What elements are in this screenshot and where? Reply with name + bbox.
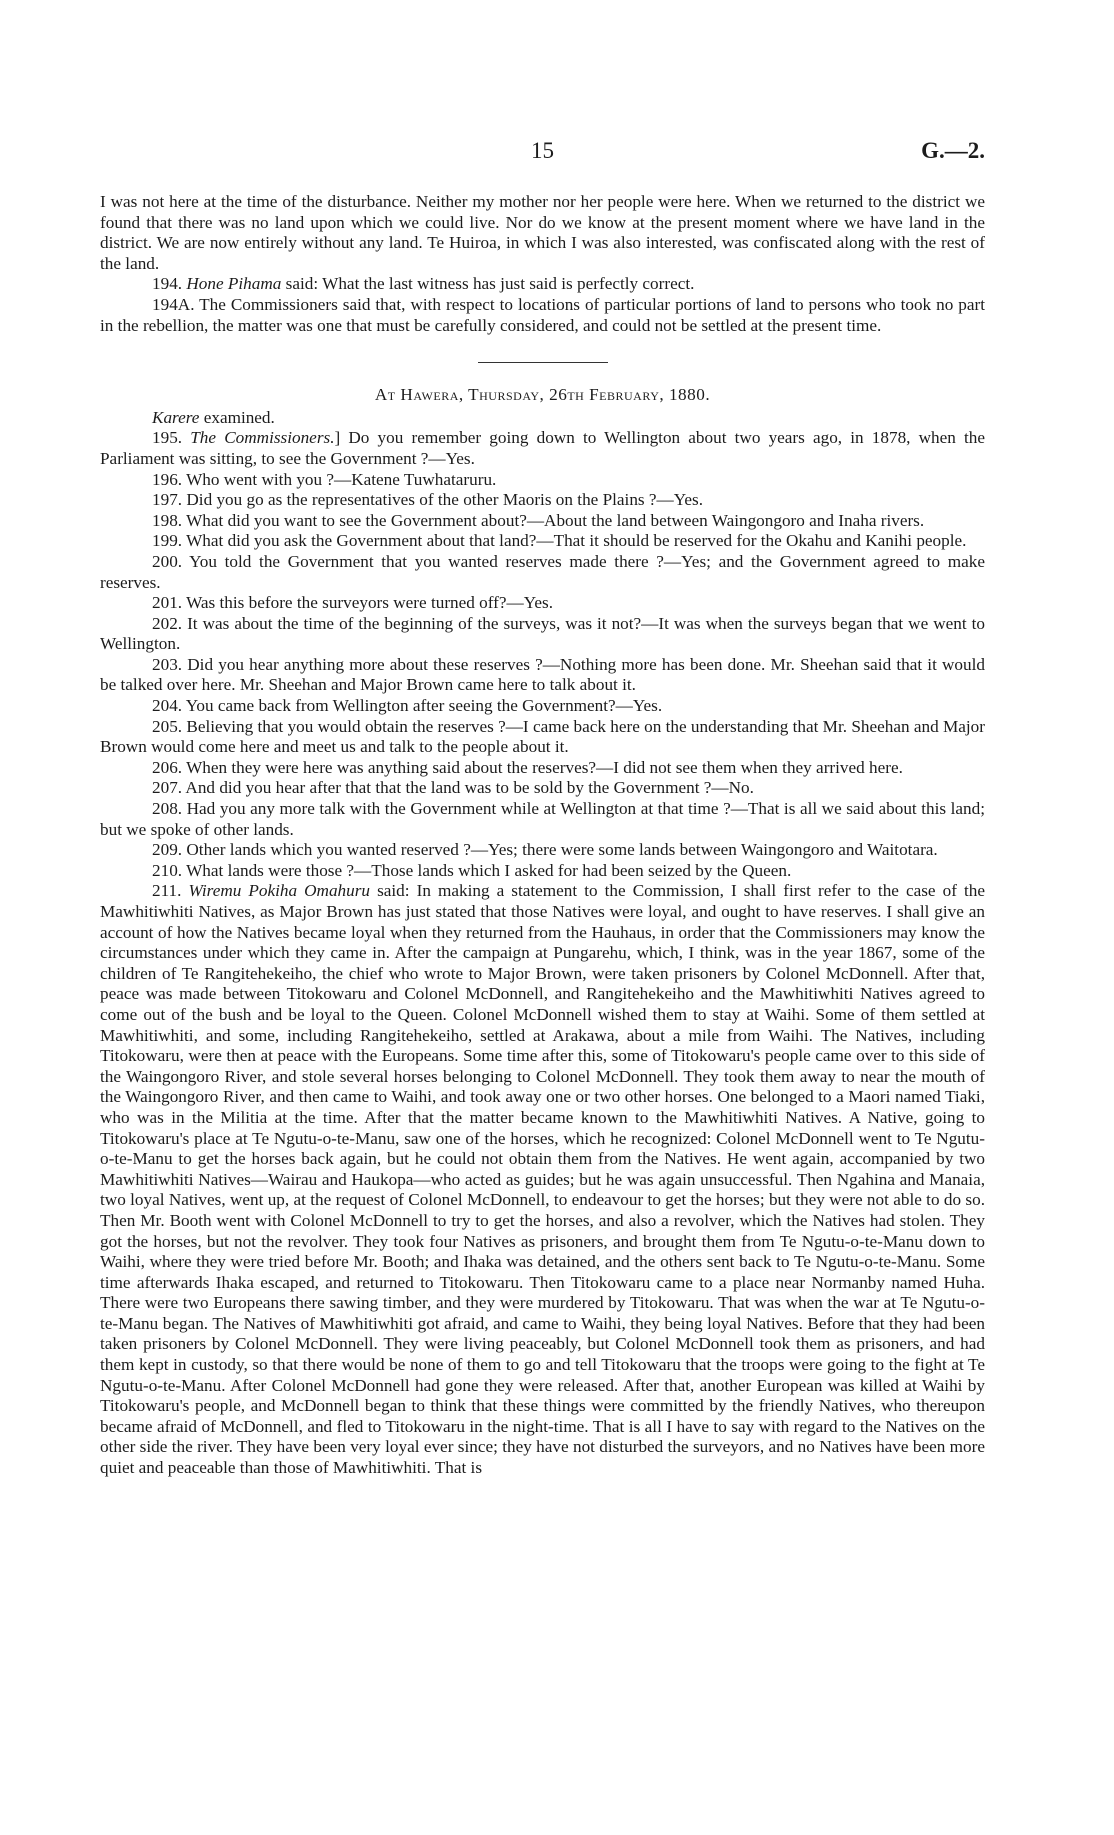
question-203: 203. Did you hear anything more about these reserves ?—Nothing more has been done. Mr. Sheehan said that it would be talked over here. Mr. Sheehan and Major Brown came here to talk about it. (100, 654, 985, 695)
document-reference: G.—2. (921, 138, 985, 163)
statement-211 (100, 881, 985, 1478)
question-196: 196. Who went with you ?—Katene Tuwhataruru. (152, 469, 497, 489)
question-195 (100, 428, 985, 469)
question-197: 197. Did you go as the representatives of the other Maoris on the Plains ?—Yes. (152, 490, 704, 510)
speaker-name: Hone Pihama (186, 274, 282, 294)
question-200: 200. You told the Government that you wanted reserves made there ?—Yes; and the Government agreed to make reserves. (100, 551, 985, 592)
question-204: 204. You came back from Wellington after seeing the Government?—Yes. (152, 696, 663, 716)
page-number: 15 (531, 138, 554, 163)
heading-year: 1880. (668, 385, 711, 405)
question-207: 207. And did you hear after that that the land was to be sold by the Government ?—No. (152, 778, 754, 798)
paragraph-194a: 194A. The Commissioners said that, with respect to locations of particular portions of land to persons who took no part in the rebellion, the matter was one that must be carefully considered, and could not be settled at the present time. (100, 294, 985, 335)
speaker-name: Wiremu Pokiha Omahuru (188, 881, 371, 901)
question-number: 195. (152, 428, 191, 448)
question-202: 202. It was about the time of the beginning of the surveys, was it not?—It was when the surveys began that we went to Wellington. (100, 613, 985, 654)
questioner-name: The Commissioners. (190, 428, 335, 448)
paragraph-194 (100, 274, 985, 295)
statement-text: said: In making a statement to the Commission, I shall first refer to the case of the Mawhitiwhiti Natives, as Major Brown has just stated that those Natives were loyal, and ought to have reserves. I shall give an account of how the Natives became loyal when they returned from the Hauhaus, in order that the Commissioners may know the circumstances under which they came in. After the campaign at Pungarehu, which, I think, was in the year 1867, some of the children of Te Rangitehekeiho, the chief who wrote to Major Brown, were taken prisoners by Colonel McDonnell. After that, peace was made between Titokowaru and Colonel McDonnell, and Rangitehekeiho and the Mawhitiwhiti Natives agreed to come out of the bush and be loyal to the Queen. Colonel McDonnell wished them to stay at Waihi. Some of them settled at Mawhitiwhiti, and some, including Rangitehekeiho, settled at Arakawa, about a mile from Waihi. The Natives, including Titokowaru, were then at peace with the Europeans. Some time after this, some of Titokowaru's people came over to this side of the Waingongoro River, and stole several horses belonging to Colonel McDonnell. They took them away to near the mouth of the Waingongoro River, and then came to Waihi, and took away one or two other horses. One belonged to a Maori named Tiaki, who was in the Militia at the time. After that the matter became known to the Mawhitiwhiti Natives. A Native, going to Titokowaru's place at Te Ngutu-o-te-Manu, saw one of the horses, which he recognized: Colonel McDonnell went to Te Ngutu-o-te-Manu to get the horses back again, but he could not obtain them from the Natives. He went again, accompanied by two Mawhitiwhiti Natives—Wairau and Haukopa—who acted as guides; but he was again unsuccessful. Then Ngahina and Manaia, two loyal Natives, went up, at the request of Colonel McDonnell, to endeavour to get the horses; but they were not able to do so. Then Mr. Booth went with Colonel McDonnell to try to get the horses, and also a revolver, which the Natives had stolen. They got the horses, but not the revolver. They took four Natives as prisoners, and brought them from Te Ngutu-o-te-Manu down to Waihi, where they were tried before Mr. Booth; and Ihaka was detained, and the others sent back to Te Ngutu-o-te-Manu. Some time afterwards Ihaka escaped, and returned to Titokowaru. Then Titokowaru came to a place near Normanby named Huha. There were two Europeans there sawing timber, and they were murdered by Titokowaru. That was when the war at Te Ngutu-o-te-Manu began. The Natives of Mawhitiwhiti got afraid, and came to Waihi, they being loyal Natives. Before that they had been taken prisoners by Colonel McDonnell. They were living peaceably, but Colonel McDonnell took them as prisoners, and had them kept in custody, so that there would be none of them to go and tell Titokowaru that the troops were going to the fight at Te Ngutu-o-te-Manu. After Colonel McDonnell had gone they were released. After that, another European was killed at Waihi by Titokowaru's people, and McDonnell began to think that these things were committed by the friendly Natives, who thereupon became afraid of McDonnell, and fled to Titokowaru in the night-time. That is all I have to say with regard to the Natives on the other side the river. They have been very loyal ever since; they have not disturbed the surveyors, and no Natives have been more quiet and peaceable than those of Mawhitiwhiti. That is (100, 881, 985, 1478)
section-heading (100, 385, 985, 406)
question-210: 210. What lands were those ?—Those lands which I asked for had been seized by the Queen. (152, 860, 792, 880)
question-199: 199. What did you ask the Government about that land?—That it should be reserved for the Okahu and Kanihi people. (152, 531, 967, 551)
document-body (100, 192, 985, 1479)
paragraph-text: said: What the last witness has just said is perfectly correct. (281, 274, 695, 294)
witness-name: Karere (152, 407, 200, 427)
section-divider (478, 362, 608, 363)
paragraph-number: 211. (152, 881, 189, 901)
question-206: 206. When they were here was anything said about the reserves?—I did not see them when they arrived here. (152, 757, 903, 777)
paragraph-number: 194. (152, 274, 183, 294)
question-198: 198. What did you want to see the Government about?—About the land between Waingongoro and Inaha rivers. (152, 510, 925, 530)
question-205: 205. Believing that you would obtain the reserves ?—I came back here on the understanding that Mr. Sheehan and Major Brown would come here and meet us and talk to the people about it. (100, 716, 985, 757)
question-209: 209. Other lands which you wanted reserved ?—Yes; there were some lands between Waingongoro and Waitotara. (152, 840, 938, 860)
examined-text: examined. (199, 407, 275, 427)
paragraph-intro: I was not here at the time of the disturbance. Neither my mother nor her people were here. When we returned to the district we found that there was no land upon which we could live. Nor do we know at the present moment where we have land in the district. We are now entirely without any land. Te Huiroa, in which I was also interested, was confiscated along with the rest of the land. (100, 192, 985, 273)
page-header (100, 138, 985, 168)
question-text: ] Do you remember going down to Wellington about two years ago, in 1878, when the Parliament was sitting, to see the Government ?—Yes. (100, 428, 986, 468)
examined-line (100, 408, 985, 429)
question-201: 201. Was this before the surveyors were turned off?—Yes. (152, 593, 554, 613)
question-208: 208. Had you any more talk with the Government while at Wellington at that time ?—That is all we said about this land; but we spoke of other lands. (100, 799, 985, 839)
heading-text: At Hawera, Thursday, 26th February, (374, 385, 669, 405)
